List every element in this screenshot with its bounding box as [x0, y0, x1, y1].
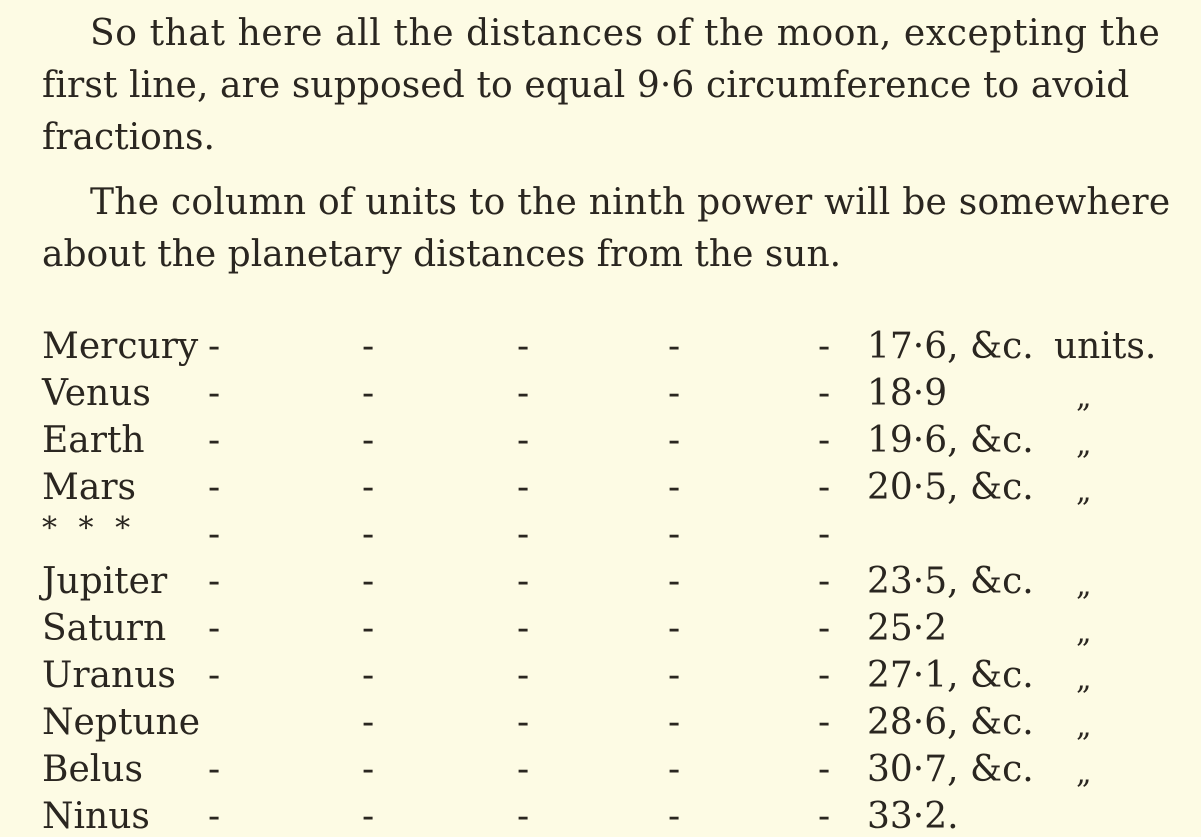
leader-dash: -	[208, 326, 221, 367]
leader-dash: -	[668, 655, 681, 696]
leader-dash: -	[517, 326, 530, 367]
table-row-saturn	[42, 605, 1182, 652]
leader-dash: -	[362, 749, 375, 790]
leader-dash: -	[818, 561, 831, 602]
leader-dash: -	[818, 796, 831, 837]
asterisks-placeholder: * * *	[42, 511, 137, 546]
table-row-asteroids	[42, 511, 1182, 558]
table-row-ninus	[42, 793, 1182, 837]
leader-dash: -	[818, 420, 831, 461]
text-line: fractions.	[42, 117, 215, 158]
leader-dash: -	[818, 467, 831, 508]
text-line: So that here all the distances of the moon, excepting the	[90, 13, 1161, 54]
leader-dash: -	[818, 655, 831, 696]
paragraph-units-ninth-power	[42, 177, 1173, 281]
leader-dash: -	[517, 655, 530, 696]
leader-dash: -	[517, 373, 530, 414]
leader-dash: -	[668, 749, 681, 790]
leader-dash: -	[362, 702, 375, 743]
leader-dash: -	[517, 514, 530, 555]
ditto-mark: „	[1076, 427, 1092, 462]
leader-dash: -	[517, 608, 530, 649]
table-row-mercury	[42, 323, 1182, 370]
ditto-mark: „	[1076, 756, 1092, 791]
leader-dash: -	[362, 373, 375, 414]
planet-name: Earth	[42, 420, 145, 461]
table-row-earth	[42, 417, 1182, 464]
distance-value: 33·2.	[867, 796, 959, 837]
leader-dash: -	[208, 655, 221, 696]
leader-dash: -	[517, 467, 530, 508]
leader-dash: -	[668, 467, 681, 508]
leader-dash: -	[362, 514, 375, 555]
distance-value: 20·5, &c.	[867, 467, 1034, 508]
leader-dash: -	[362, 655, 375, 696]
leader-dash: -	[668, 796, 681, 837]
leader-dash: -	[668, 608, 681, 649]
leader-dash: -	[517, 702, 530, 743]
ditto-mark: „	[1076, 709, 1092, 744]
table-row-venus	[42, 370, 1182, 417]
table-row-neptune	[42, 699, 1182, 746]
distance-value: 27·1, &c.	[867, 655, 1034, 696]
text-line: first line, are supposed to equal 9·6 circumference to avoid	[42, 65, 1130, 106]
leader-dash: -	[208, 514, 221, 555]
table-row-uranus	[42, 652, 1182, 699]
leader-dash: -	[818, 514, 831, 555]
planet-name: Mercury	[42, 326, 199, 367]
leader-dash: -	[668, 514, 681, 555]
planet-name: Mars	[42, 467, 137, 508]
leader-dash: -	[362, 467, 375, 508]
leader-dash: -	[818, 702, 831, 743]
leader-dash: -	[517, 749, 530, 790]
distance-value: 17·6, &c.	[867, 326, 1034, 367]
planet-name: Venus	[42, 373, 151, 414]
leader-dash: -	[668, 373, 681, 414]
planet-name: Neptune	[42, 702, 200, 743]
distance-value: 30·7, &c.	[867, 749, 1034, 790]
leader-dash: -	[208, 420, 221, 461]
leader-dash: -	[208, 608, 221, 649]
text-line: The column of units to the ninth power will be somewhere	[90, 182, 1171, 223]
leader-dash: -	[668, 326, 681, 367]
leader-dash: -	[818, 373, 831, 414]
leader-dash: -	[517, 420, 530, 461]
leader-dash: -	[208, 749, 221, 790]
leader-dash: -	[208, 373, 221, 414]
leader-dash: -	[362, 326, 375, 367]
distance-value: 23·5, &c.	[867, 561, 1034, 602]
leader-dash: -	[362, 561, 375, 602]
leader-dash: -	[362, 608, 375, 649]
leader-dash: -	[818, 749, 831, 790]
leader-dash: -	[818, 326, 831, 367]
text-line: about the planetary distances from the sun.	[42, 234, 842, 275]
unit-label: units.	[1054, 326, 1157, 367]
planet-name: Ninus	[42, 796, 150, 837]
planet-name: Belus	[42, 749, 143, 790]
leader-dash: -	[668, 420, 681, 461]
paragraph-moon-distances	[42, 8, 1173, 164]
leader-dash: -	[362, 420, 375, 461]
ditto-mark: „	[1076, 380, 1092, 415]
planet-name: Uranus	[42, 655, 176, 696]
leader-dash: -	[208, 467, 221, 508]
distance-value: 25·2	[867, 608, 948, 649]
planet-name: Saturn	[42, 608, 167, 649]
planetary-distance-table	[42, 323, 1182, 837]
leader-dash: -	[362, 796, 375, 837]
leader-dash: -	[517, 796, 530, 837]
table-row-jupiter	[42, 558, 1182, 605]
ditto-mark: „	[1076, 474, 1092, 509]
leader-dash: -	[668, 702, 681, 743]
leader-dash: -	[208, 796, 221, 837]
ditto-mark: „	[1076, 568, 1092, 603]
table-row-belus	[42, 746, 1182, 793]
leader-dash: -	[208, 561, 221, 602]
ditto-mark: „	[1076, 662, 1092, 697]
planet-name: Jupiter	[42, 561, 168, 602]
table-row-mars	[42, 464, 1182, 511]
distance-value: 28·6, &c.	[867, 702, 1034, 743]
leader-dash: -	[818, 608, 831, 649]
leader-dash: -	[517, 561, 530, 602]
distance-value: 19·6, &c.	[867, 420, 1034, 461]
distance-value: 18·9	[867, 373, 948, 414]
ditto-mark: „	[1076, 615, 1092, 650]
leader-dash: -	[668, 561, 681, 602]
